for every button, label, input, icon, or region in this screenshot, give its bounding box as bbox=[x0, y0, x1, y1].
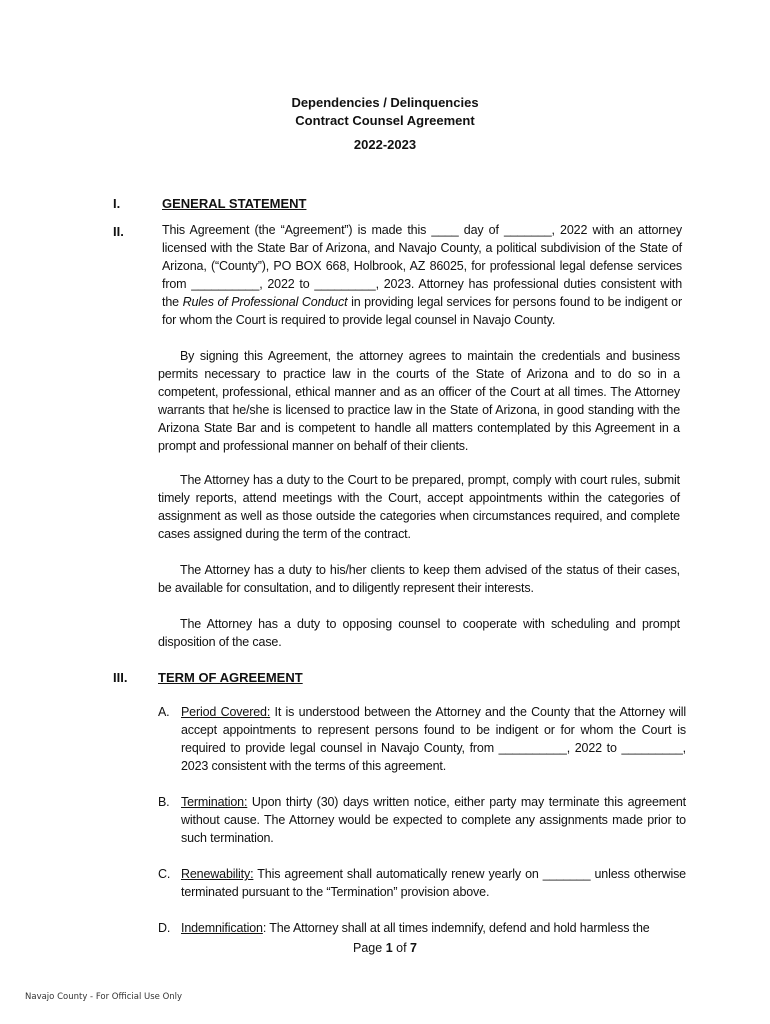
intro-text-a: This Agreement (the “Agreement”) is made this ____ day of _______, 2022 with an attorney licensed with the State Bar of Arizona, and Navajo County, a political subdivision of the State of Arizona, (“County”), PO BOX 668, Holbrook, AZ 86025, for professional legal defense services from __________, 2022 to _________, 2023. Attorney has professional duties consistent with the bbox=[162, 223, 682, 309]
section-number-3: III. bbox=[113, 670, 128, 685]
agreement-intro-paragraph bbox=[162, 222, 682, 329]
item-letter: B. bbox=[158, 795, 170, 809]
doc-title-line2: Contract Counsel Agreement bbox=[295, 113, 475, 128]
list-item-renewability bbox=[158, 866, 686, 902]
list-item-indemnification bbox=[158, 920, 686, 938]
page-prefix: Page bbox=[353, 941, 386, 955]
footer-note: Navajo County - For Official Use Only bbox=[25, 992, 183, 1002]
client-duty-paragraph: The Attorney has a duty to his/her clients to keep them advised of the status of their cases, be available for consultation, and to diligently represent their interests. bbox=[158, 563, 680, 595]
intro-text-b: in providing legal services for persons found to be indigent or for whom the Court is required to provide legal counsel in Navajo County. bbox=[162, 294, 682, 327]
item-letter: A. bbox=[158, 705, 170, 719]
credentials-paragraph: By signing this Agreement, the attorney agrees to maintain the credentials and business permits necessary to practice law in the courts of the State of Arizona and to do so in a competent, professional, ethical manner and as an officer of the Court at all times. The Attorney warrants that he/she is licensed to practice law in the State of Arizona, in good standing with the Arizona State Bar and is competent to handle all matters contemplated by this Agreement in a prompt and professional manner on behalf of their clients. bbox=[158, 349, 680, 453]
page-number bbox=[0, 941, 770, 955]
rules-of-conduct-italic: Rules of Professional Conduct bbox=[182, 294, 348, 309]
item-label: Period Covered: bbox=[181, 705, 271, 719]
court-duty-paragraph: The Attorney has a duty to the Court to be prepared, prompt, comply with court rules, submit timely reports, attend meetings with the Court, accept appointments within the categories of assignment as well as those outside the categories when circumstances required, and complete cases assigned during the term of the contract. bbox=[158, 473, 680, 541]
page-total: 7 bbox=[410, 941, 417, 955]
item-label: Renewability: bbox=[181, 867, 254, 881]
doc-title-line1: Dependencies / Delinquencies bbox=[291, 95, 479, 110]
item-label: Indemnification bbox=[181, 921, 263, 935]
section-heading-term-of-agreement: TERM OF AGREEMENT bbox=[158, 670, 303, 685]
item-letter: C. bbox=[158, 867, 171, 881]
item-letter: D. bbox=[158, 921, 171, 935]
section-number-2: II. bbox=[113, 224, 124, 239]
list-item-period-covered bbox=[158, 704, 686, 776]
section-number-1: I. bbox=[113, 196, 121, 211]
page-of: of bbox=[392, 941, 411, 955]
opposing-counsel-paragraph: The Attorney has a duty to opposing counsel to cooperate with scheduling and prompt disposition of the case. bbox=[158, 617, 680, 649]
item-text: It is understood between the Attorney and the County that the Attorney will accept appointments to represent persons found to be indigent or for whom the Court is required to provide legal counsel in Navajo County, from __________, 2022 to _________, 2023 consistent with the terms of this agreement. bbox=[181, 705, 686, 773]
item-text: This agreement shall automatically renew yearly on _______ unless otherwise terminated pursuant to the “Termination” provision above. bbox=[181, 867, 686, 899]
doc-title-year: 2022-2023 bbox=[353, 137, 417, 152]
item-text: : The Attorney shall at all times indemnify, defend and hold harmless the bbox=[262, 921, 650, 935]
list-item-termination bbox=[158, 794, 686, 848]
item-text: Upon thirty (30) days written notice, either party may terminate this agreement without cause. The Attorney would be expected to complete any assignments made prior to such termination. bbox=[181, 795, 686, 845]
section-heading-general-statement: GENERAL STATEMENT bbox=[162, 196, 307, 211]
item-label: Termination: bbox=[181, 795, 248, 809]
page-current: 1 bbox=[385, 941, 393, 955]
